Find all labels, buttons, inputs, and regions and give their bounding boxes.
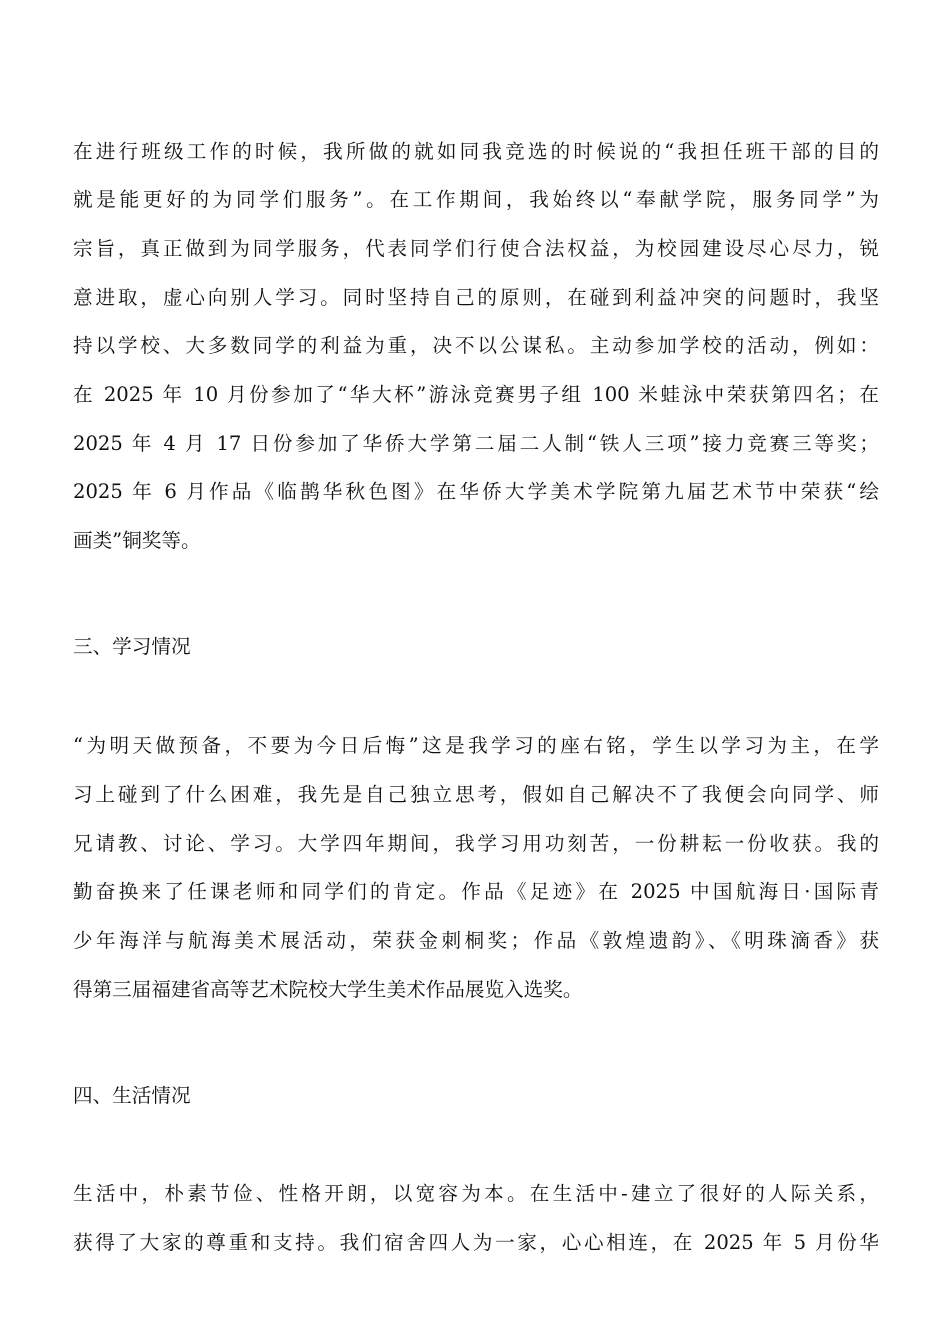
paragraph-line: 2025 年 4 月 17 日份参加了华侨大学第二届二人制“铁人三项”接力竞赛三等奖； — [73, 432, 879, 455]
paragraph-line: 勤奋换来了任课老师和同学们的肯定。作品《足迹》在 2025 中国航海日·国际青 — [73, 880, 879, 903]
paragraph-line: 得第三届福建省高等艺术院校大学生美术作品展览入选奖。 — [73, 978, 583, 1001]
paragraph-line: 习上碰到了什么困难，我先是自己独立思考，假如自己解决不了我便会向同学、师 — [73, 783, 879, 806]
paragraph-line: 在 2025 年 10 月份参加了“华大杯”游泳竞赛男子组 100 米蛙泳中荣获第四名；在 — [73, 383, 879, 406]
paragraph-line: 宗旨，真正做到为同学服务，代表同学们行使合法权益，为校园建设尽心尽力，锐 — [73, 237, 879, 260]
paragraph-line: “为明天做预备，不要为今日后悔”这是我学习的座右铭，学生以学习为主，在学 — [73, 734, 879, 757]
paragraph-line: 就是能更好的为同学们服务”。在工作期间，我始终以“奉献学院，服务同学”为 — [73, 188, 879, 211]
paragraph-line: 意进取，虚心向别人学习。同时坚持自己的原则，在碰到利益冲突的问题时，我坚 — [73, 286, 879, 309]
paragraph-line: 在进行班级工作的时候，我所做的就如同我竞选的时候说的“我担任班干部的目的 — [73, 140, 879, 163]
paragraph-line: 画类”铜奖等。 — [73, 529, 201, 552]
paragraph-line: 持以学校、大多数同学的利益为重，决不以公谋私。主动参加学校的活动，例如： — [73, 334, 879, 357]
paragraph-line: 生活中，朴素节俭、性格开朗，以宽容为本。在生活中-建立了很好的人际关系， — [73, 1182, 879, 1205]
paragraph-line: 少年海洋与航海美术展活动，荣获金刺桐奖；作品《敦煌遗韵》、《明珠滴香》获 — [73, 929, 879, 952]
paragraph-line: 兄请教、讨论、学习。大学四年期间，我学习用功刻苦，一份耕耘一份收获。我的 — [73, 832, 879, 855]
section-heading-study: 三、学习情况 — [73, 635, 191, 658]
section-heading-life: 四、生活情况 — [73, 1084, 191, 1107]
paragraph-line: 获得了大家的尊重和支持。我们宿舍四人为一家，心心相连，在 2025 年 5 月份华 — [73, 1231, 879, 1254]
paragraph-line: 2025 年 6 月作品《临鹊华秋色图》在华侨大学美术学院第九届艺术节中荣获“绘 — [73, 480, 879, 503]
